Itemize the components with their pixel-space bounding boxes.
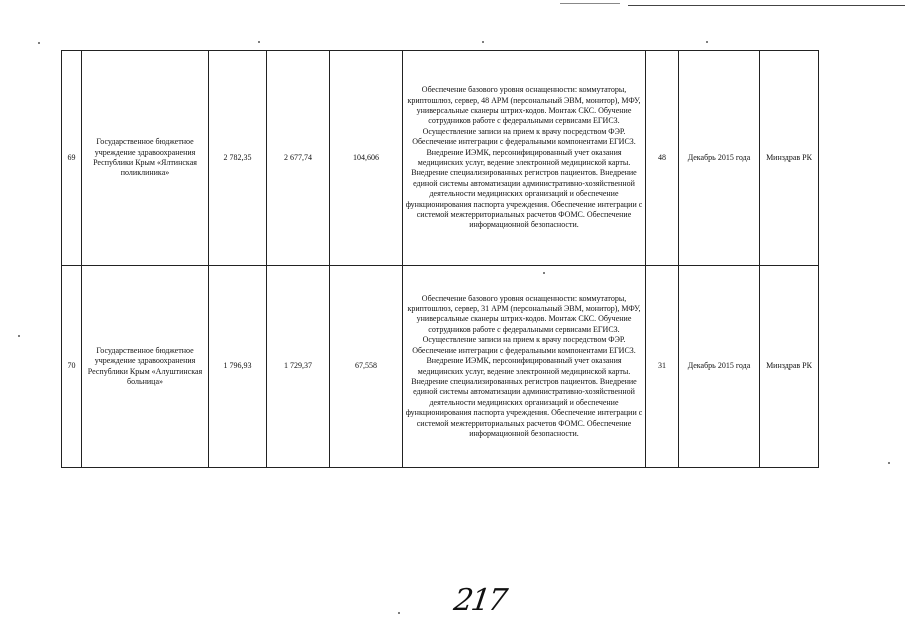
workstation-count: 48: [646, 51, 679, 266]
scan-speck: [706, 41, 708, 43]
scan-speck: [888, 462, 890, 464]
scan-speck: [18, 335, 20, 337]
amount-total: 2 782,35: [209, 51, 267, 266]
workstation-count: 31: [646, 266, 679, 468]
scan-speck: [398, 612, 400, 614]
scan-artifact-line: [560, 3, 620, 4]
deadline: Декабрь 2015 года: [679, 266, 760, 468]
scan-speck: [38, 42, 40, 44]
amount-part-2: 104,606: [330, 51, 403, 266]
scan-speck: [482, 41, 484, 43]
scan-speck: [258, 41, 260, 43]
institution-name: Государственное бюджетное учреждение здравоохранения Республики Крым «Алуштинская больница»: [82, 266, 209, 468]
row-number: 70: [62, 266, 82, 468]
responsible-party: Минздрав РК: [760, 266, 819, 468]
scan-artifact-line: [628, 5, 905, 6]
amount-total: 1 796,93: [209, 266, 267, 468]
activity-description: Обеспечение базового уровня оснащенности: коммутаторы, криптошлюз, сервер, 31 АРМ (персональный ЭВМ, монитор), МФУ, универсальные сканеры штрих-кодов. Монтаж СКС. Обучение сотрудников работе с федеральными сервисами ЕГИСЗ. Осуществление записи на прием к врачу посредством ФЭР. Обеспечение интеграции с федеральными компонентами ЕГИСЗ. Внедрение ИЭМК, персонифицированный учет оказания медицинских услуг, ведение электронной медицинской карты. Внедрение специализированных регистров пациентов. Внедрение единой системы автоматизации административно-хозяйственной деятельности медицинских организаций и обеспечение функционирования паспорта учреждения. Обеспечение интеграции с системой межтерриториальных расчетов ФОМС. Обеспечение информационной безопасности.: [403, 266, 646, 468]
document-table: [61, 50, 819, 468]
table-row: [62, 51, 819, 266]
activity-description: Обеспечение базового уровня оснащенности: коммутаторы, криптошлюз, сервер, 48 АРМ (персональный ЭВМ, монитор), МФУ, универсальные сканеры штрих-кодов. Монтаж СКС. Обучение сотрудников работе с федеральными сервисами ЕГИСЗ. Осуществление записи на прием к врачу посредством ФЭР. Обеспечение интеграции с федеральными компонентами ЕГИСЗ. Внедрение ИЭМК, персонифицированный учет оказания медицинских услуг, ведение электронной медицинской карты. Внедрение специализированных регистров пациентов. Внедрение единой системы автоматизации административно-хозяйственной деятельности медицинских организаций и обеспечение функционирования паспорта учреждения. Обеспечение интеграции с системой межтерриториальных расчетов ФОМС. Обеспечение информационной безопасности.: [403, 51, 646, 266]
amount-part-1: 1 729,37: [267, 266, 330, 468]
handwritten-page-number: 217: [451, 583, 508, 618]
deadline: Декабрь 2015 года: [679, 51, 760, 266]
amount-part-1: 2 677,74: [267, 51, 330, 266]
amount-part-2: 67,558: [330, 266, 403, 468]
institution-name: Государственное бюджетное учреждение здравоохранения Республики Крым «Ялтинская поликлиника»: [82, 51, 209, 266]
row-number: 69: [62, 51, 82, 266]
table-row: [62, 266, 819, 468]
responsible-party: Минздрав РК: [760, 51, 819, 266]
